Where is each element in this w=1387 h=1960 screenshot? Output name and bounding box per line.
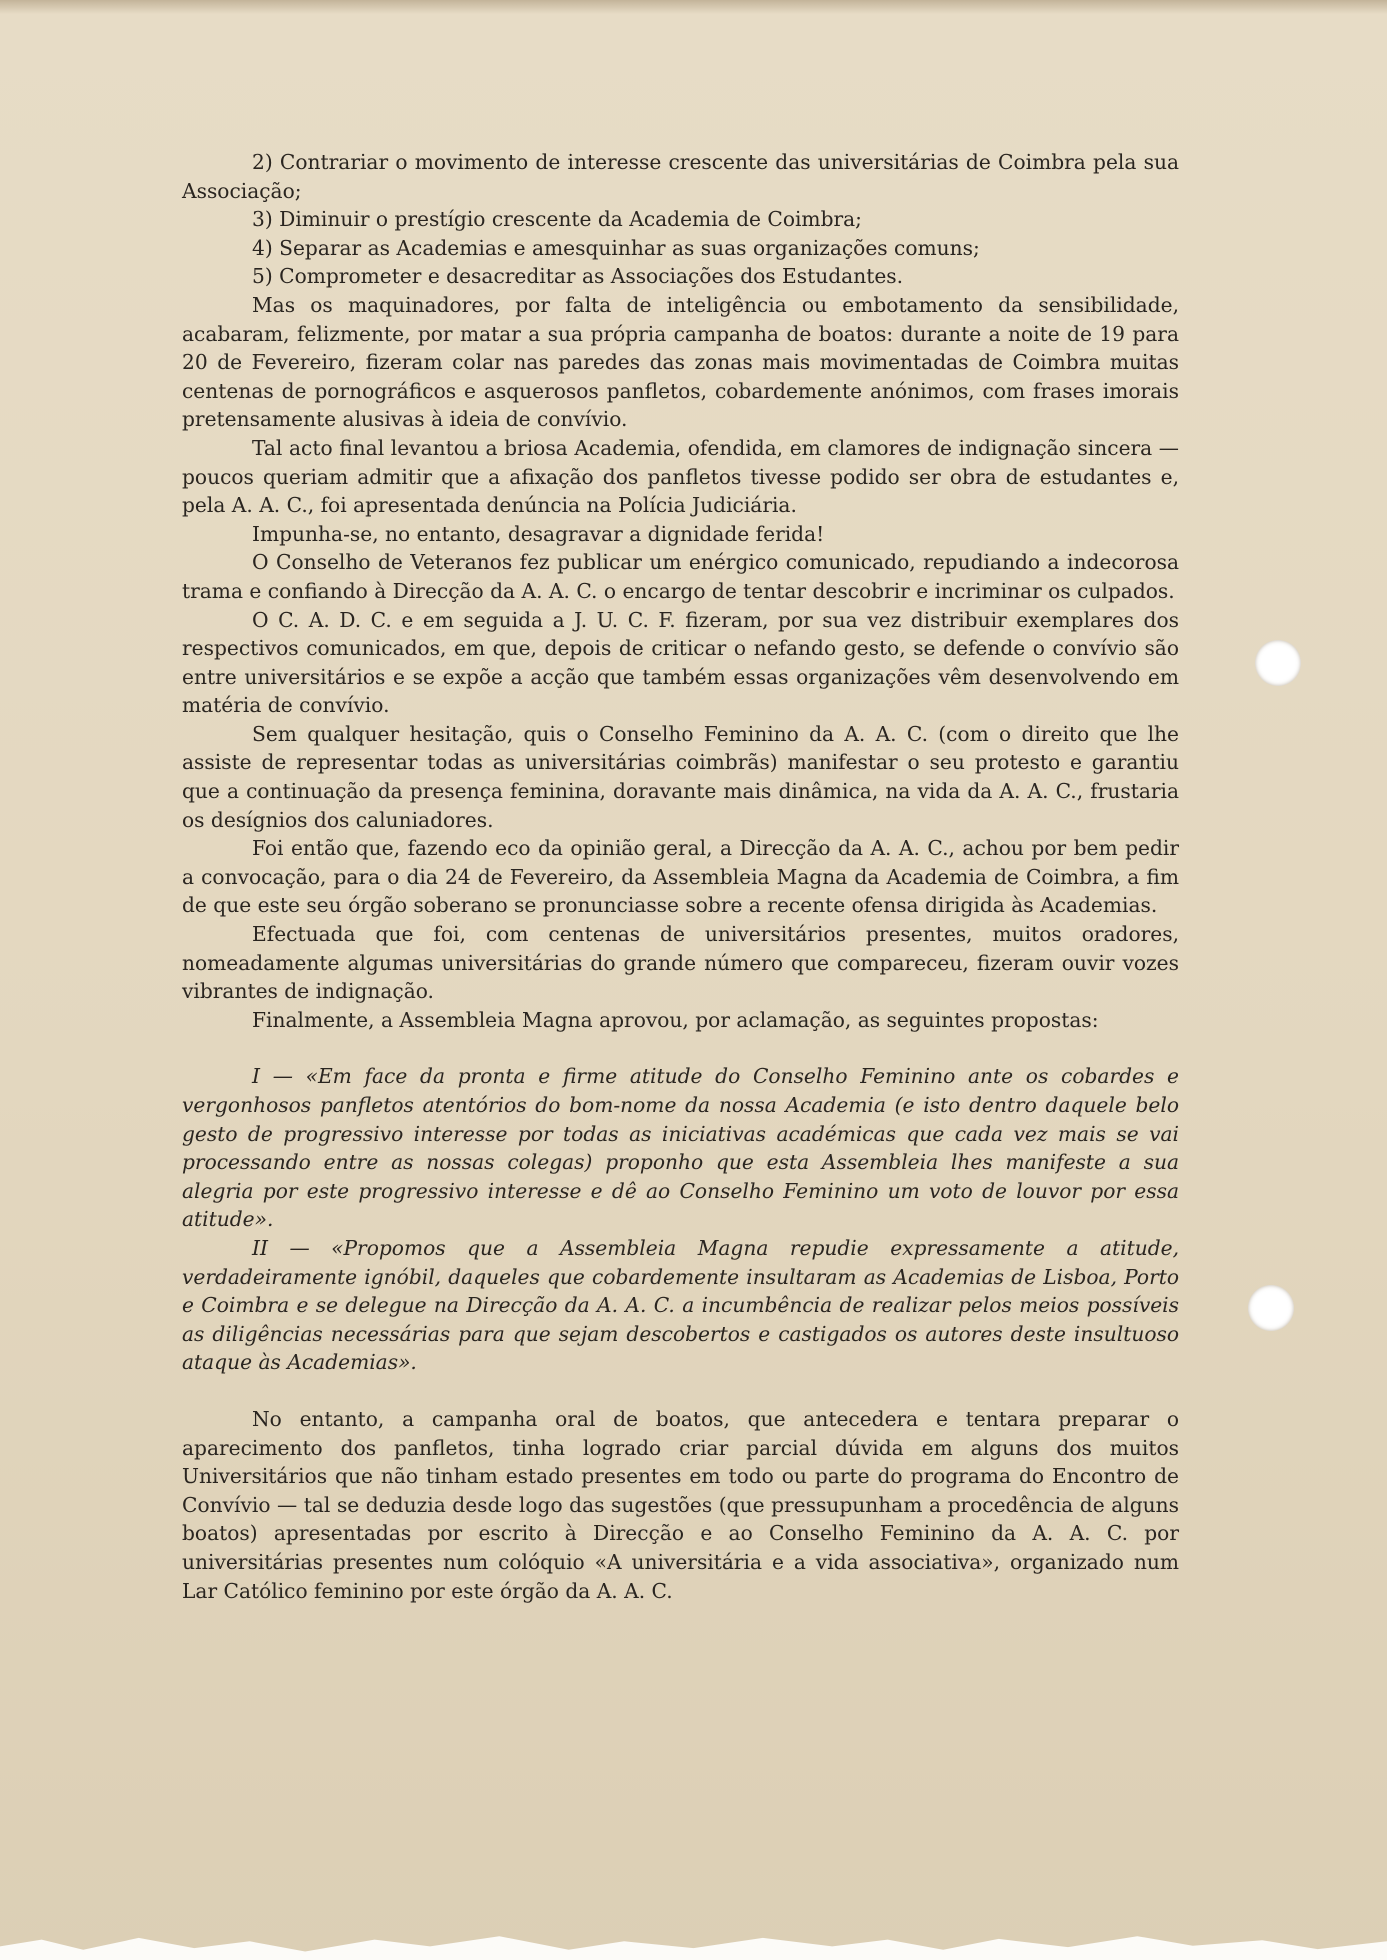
paragraph-final: No entanto, a campanha oral de boatos, que antecedera e tentara preparar o aparecimento dos panfletos, tinha logrado criar parcial dúvida em alguns dos muitos Universitários que não tinham estado presentes em todo ou parte do programa do Encontro de Convívio — tal se deduzia desde logo das sugestões (que pressupunham a procedência de alguns boatos) apresentadas por escrito à Direcção e ao Conselho Feminino da A. A. C. por universitárias presentes num colóquio «A universitária e a vida associativa», organizado num Lar Católico feminino por este órgão da A. A. C. [182, 1406, 1179, 1603]
paragraph: Foi então que, fazendo eco da opinião geral, a Direcção da A. A. C., achou por bem pedir a convocação, para o dia 24 de Fevereiro, da Assembleia Magna da Academia de Coimbra, a fim de que este seu órgão soberano se pronunciasse sobre a recente ofensa dirigida às Academias. [182, 836, 1179, 918]
paragraph: Mas os maquinadores, por falta de inteligência ou embotamento da sensibilidade, acabaram, felizmente, por matar a sua própria campanha de boatos: durante a noite de 19 para 20 de Fevereiro, fizeram colar nas paredes das zonas mais movimentadas de Coimbra muitas centenas de pornográficos e asquerosos panfletos, cobardemente anónimos, com frases imorais pretensamente alusivas à ideia de convívio. [182, 292, 1179, 432]
body-text [182, 148, 1179, 1605]
paragraph: Efectuada que foi, com centenas de universitários presentes, muitos oradores, nomeadamente algumas universitárias do grande número que compareceu, fizeram ouvir vozes vibrantes de indignação. [182, 922, 1179, 1004]
paragraph: O C. A. D. C. e em seguida a J. U. C. F. fizeram, por sua vez distribuir exemplares dos respectivos comunicados, em que, depois de criticar o nefando gesto, se defende o convívio são entre universitários e se expõe a acção que também essas organizações vêm desenvolvendo em matéria de convívio. [182, 607, 1179, 718]
paragraph: 3) Diminuir o prestígio crescente da Academia de Coimbra; [252, 207, 862, 232]
punch-hole [1248, 1285, 1294, 1331]
spacer [182, 1377, 1179, 1405]
paragraph: Impunha-se, no entanto, desagravar a dignidade ferida! [252, 521, 825, 546]
paragraph: 4) Separar as Academias e amesquinhar as suas organizações comuns; [252, 235, 980, 260]
torn-page-edge [0, 1926, 1387, 1960]
paragraph: Tal acto final levantou a briosa Academia, ofendida, em clamores de indignação sincera — poucos queriam admitir que a afixação dos panfletos tivesse podido ser obra de estudantes e, pela A. A. C., foi apresentada denúncia na Polícia Judiciária. [182, 435, 1179, 518]
page-edge-stain [0, 0, 1387, 14]
proposal-1: I — «Em face da pronta e firme atitude do Conselho Feminino ante os cobardes e vergonhosos panfletos atentórios do bom-nome da nossa Academia (e isto dentro daquele belo gesto de progressivo interesse por todas as iniciativas académicas que cada vez mais se vai processando entre as nossas colegas) proponho que esta Assembleia lhes manifeste a sua alegria por este progressivo interesse e dê ao Conselho Feminino um voto de louvor por essa atitude». [182, 1064, 1179, 1232]
spacer [182, 1034, 1179, 1062]
paragraph: Finalmente, a Assembleia Magna aprovou, por aclamação, as seguintes propostas: [252, 1007, 1099, 1032]
paragraph: O Conselho de Veteranos fez publicar um enérgico comunicado, repudiando a indecorosa trama e confiando à Direcção da A. A. C. o encargo de tentar descobrir e incriminar os culpados. [182, 550, 1179, 603]
proposal-2: II — «Propomos que a Assembleia Magna repudie expressamente a atitude, verdadeiramente ignóbil, daqueles que cobardemente insultaram as Academias de Lisboa, Porto e Coimbra e se delegue na Direcção da A. A. C. a incumbência de realizar pelos meios possíveis as diligências necessárias para que sejam descobertos e castigados os autores deste insultuoso ataque às Academias». [182, 1235, 1179, 1375]
paragraph: 2) Contrariar o movimento de interesse crescente das universitárias de Coimbra pela sua Associação; [182, 150, 1179, 203]
paragraph: 5) Comprometer e desacreditar as Associações dos Estudantes. [252, 264, 904, 289]
paragraph: Sem qualquer hesitação, quis o Conselho Feminino da A. A. C. (com o direito que lhe assiste de representar todas as universitárias coimbrãs) manifestar o seu protesto e garantiu que a continuação da presença feminina, doravante mais dinâmica, na vida da A. A. C., frustaria os desígnios dos caluniadores. [182, 721, 1179, 832]
punch-hole [1255, 640, 1301, 686]
